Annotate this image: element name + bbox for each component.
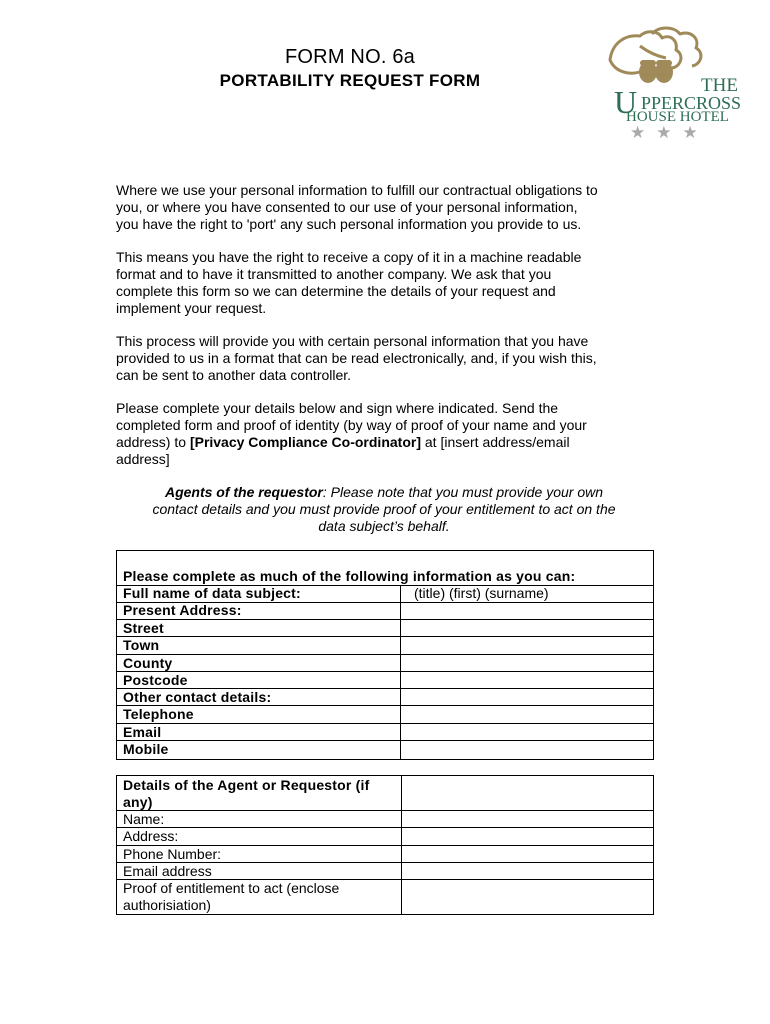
- agent-note: [116, 484, 652, 535]
- logo-house-hotel-text: HOUSE HOTEL: [626, 109, 729, 125]
- mobile-field[interactable]: [402, 741, 653, 759]
- agent-phone-field[interactable]: [403, 846, 653, 862]
- instructions-line: Please complete your details below and sign where indicated. Send the: [116, 400, 559, 416]
- process-paragraph: [116, 333, 656, 384]
- town-field[interactable]: [402, 637, 653, 653]
- agent-email-field[interactable]: [403, 863, 653, 879]
- process-line: can be sent to another data controller.: [116, 367, 352, 383]
- instructions-text: address) to: [116, 434, 190, 450]
- form-number: FORM NO. 6a: [285, 46, 415, 68]
- full-name-label: Full name of data subject:: [123, 585, 301, 601]
- intro-line: Where we use your personal information to fulfill our contractual obligations to: [116, 182, 598, 198]
- agent-note-heading: Agents of the requestor: [164, 484, 323, 500]
- agent-note-line: contact details and you must provide proof of your entitlement to act on the: [152, 501, 616, 517]
- county-label: County: [123, 655, 173, 671]
- proof-of-entitlement-label: authorisiation): [123, 897, 211, 913]
- agent-name-field[interactable]: [403, 811, 653, 827]
- agent-phone-label: Phone Number:: [123, 846, 222, 862]
- intro-line: you, or where you have consented to our use of your personal information,: [116, 199, 578, 215]
- hotel-logo: [600, 26, 740, 146]
- instructions-line: [116, 434, 656, 451]
- agent-name-label: Name:: [123, 811, 165, 827]
- agent-table-heading: any): [123, 794, 153, 810]
- full-name-hint: (title) (first) (surname): [414, 585, 549, 601]
- process-line: This process will provide you with certain personal information that you have: [116, 333, 589, 349]
- rights-line: format and to have it transmitted to another company. We ask that you: [116, 266, 552, 282]
- instructions-text: at [insert address/email: [420, 434, 570, 450]
- logo-uppercross-text: PPERCROSS: [641, 93, 742, 113]
- process-line: provided to us in a format that can be read electronically, and, if you wish this,: [116, 350, 597, 366]
- mobile-label: Mobile: [123, 741, 169, 757]
- intro-paragraph: [116, 182, 656, 233]
- street-field[interactable]: [402, 620, 653, 636]
- logo-the-text: THE: [701, 75, 738, 96]
- privacy-coordinator-text: [Privacy Compliance Co-ordinator]: [189, 434, 421, 450]
- present-address-label: Present Address:: [123, 602, 242, 618]
- rights-line: implement your request.: [116, 300, 267, 316]
- agent-note-line: [116, 484, 652, 501]
- rights-line: complete this form so we can determine the details of your request and: [116, 283, 556, 299]
- form-title: PORTABILITY REQUEST FORM: [219, 71, 481, 90]
- agent-note-line: data subject’s behalf.: [318, 518, 450, 534]
- county-field[interactable]: [402, 655, 653, 671]
- logo-initial-text: U: [614, 84, 638, 120]
- email-label: Email: [123, 724, 162, 740]
- postcode-field[interactable]: [402, 672, 653, 688]
- present-address-field[interactable]: [402, 603, 653, 619]
- agent-table-heading: Details of the Agent or Requestor (if: [123, 777, 370, 793]
- rights-line: This means you have the right to receive a copy of it in a machine readable: [116, 249, 582, 265]
- telephone-label: Telephone: [123, 706, 194, 722]
- street-label: Street: [123, 620, 164, 636]
- postcode-label: Postcode: [123, 672, 188, 688]
- data-subject-table: [116, 550, 654, 760]
- proof-of-entitlement-field[interactable]: [403, 880, 653, 914]
- agent-details-table: [116, 775, 654, 915]
- table-heading: Please complete as much of the following information as you can:: [123, 568, 576, 584]
- instructions-line: completed form and proof of identity (by way of proof of your name and your: [116, 417, 587, 433]
- intro-line: you have the right to 'port' any such personal information you provide to us.: [116, 216, 582, 232]
- other-contact-field[interactable]: [402, 689, 653, 705]
- other-contact-label: Other contact details:: [123, 689, 272, 705]
- proof-of-entitlement-label: Proof of entitlement to act (enclose: [123, 880, 340, 896]
- instructions-paragraph: [116, 400, 656, 468]
- agent-address-label: Address:: [123, 828, 179, 844]
- instructions-line: address]: [116, 451, 170, 467]
- telephone-field[interactable]: [402, 706, 653, 722]
- town-label: Town: [123, 637, 160, 653]
- email-field[interactable]: [402, 724, 653, 740]
- agent-email-label: Email address: [123, 863, 212, 879]
- agent-note-text: : Please note that you must provide your own: [322, 484, 604, 500]
- rights-paragraph: [116, 249, 656, 317]
- agent-heading-field[interactable]: [403, 776, 653, 809]
- agent-address-field[interactable]: [403, 828, 653, 844]
- star-rating-icon: ★★★: [630, 123, 709, 143]
- column-divider: [400, 585, 401, 759]
